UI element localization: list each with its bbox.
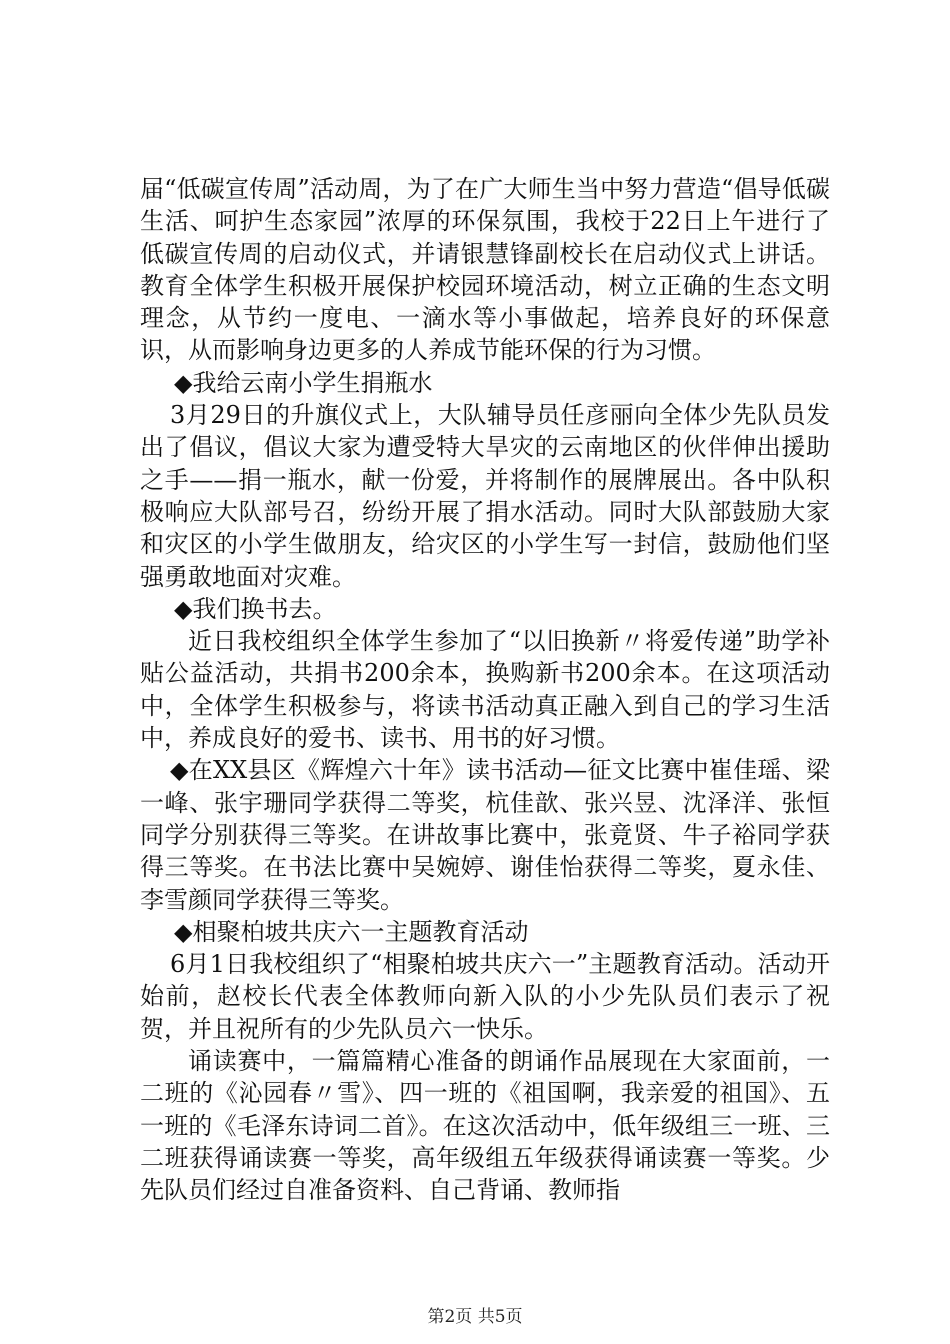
- heading-book-exchange: ◆我们换书去。: [174, 594, 337, 623]
- paragraph-yunnan-water: 3月29日的升旗仪式上，大队辅导员任彦丽向全体少先队员发出了倡议，倡议大家为遭受特大旱灾的云南地区的伙伴伸出援助之手——捐一瓶水，献一份爱，并将制作的展牌展出。各中队积极响应大队部号召，纷纷开展了捐水活动。同时大队部鼓励大家和灾区的小学生做朋友，给灾区的小学生写一封信，鼓励他们坚强勇敢地面对灾难。: [140, 401, 830, 591]
- paragraph-book-exchange: 近日我校组织全体学生参加了“以旧换新〃将爱传递”助学补贴公益活动，共捐书200余本，换购新书200余本。在这项活动中，全体学生积极参与，将读书活动真正融入到自己的学习生活中，养成良好的爱书、读书、用书的好习惯。: [140, 627, 830, 753]
- paragraph-reading-awards: ◆在XX县区《辉煌六十年》读书活动—征文比赛中崔佳瑶、梁一峰、张宇珊同学获得二等奖，杭佳歆、张兴昱、沈泽洋、张恒同学分别获得三等奖。在讲故事比赛中，张竟贤、牛子裕同学获得三等奖。在书法比赛中吴婉婷、谢佳怡获得二等奖，夏永佳、李雪颜同学获得三等奖。: [140, 756, 830, 914]
- paragraph-recitation: 诵读赛中，一篇篇精心准备的朗诵作品展现在大家面前，一二班的《沁园春〃雪》、四一班的《祖国啊，我亲爱的祖国》、五一班的《毛泽东诗词二首》。在这次活动中，低年级组三一班、三二班获得诵读赛一等奖，高年级组五年级获得诵读赛一等奖。少先队员们经过自准备资料、自己背诵、教师指: [140, 1047, 830, 1205]
- paragraph-low-carbon-week: 届“低碳宣传周”活动周，为了在广大师生当中努力营造“倡导低碳生活、呵护生态家园”浓厚的环保氛围，我校于22日上午进行了低碳宣传周的启动仪式，并请银慧锋副校长在启动仪式上讲话。教育全体学生积极开展保护校园环境活动，树立正确的生态文明理念，从节约一度电、一滴水等小事做起，培养良好的环保意识，从而影响身边更多的人养成节能环保的行为习惯。: [140, 175, 830, 365]
- heading-yunnan-water: ◆我给云南小学生捐瓶水: [174, 368, 433, 397]
- paragraph-childrens-day: 6月1日我校组织了“相聚柏坡共庆六一”主题教育活动。活动开始前，赵校长代表全体教师向新入队的小少先队员们表示了祝贺，并且祝所有的少先队员六一快乐。: [140, 950, 830, 1043]
- page-footer: 第2页 共5页: [427, 1307, 523, 1327]
- heading-childrens-day: ◆相聚柏坡共庆六一主题教育活动: [174, 917, 529, 946]
- document-body: [140, 173, 830, 1207]
